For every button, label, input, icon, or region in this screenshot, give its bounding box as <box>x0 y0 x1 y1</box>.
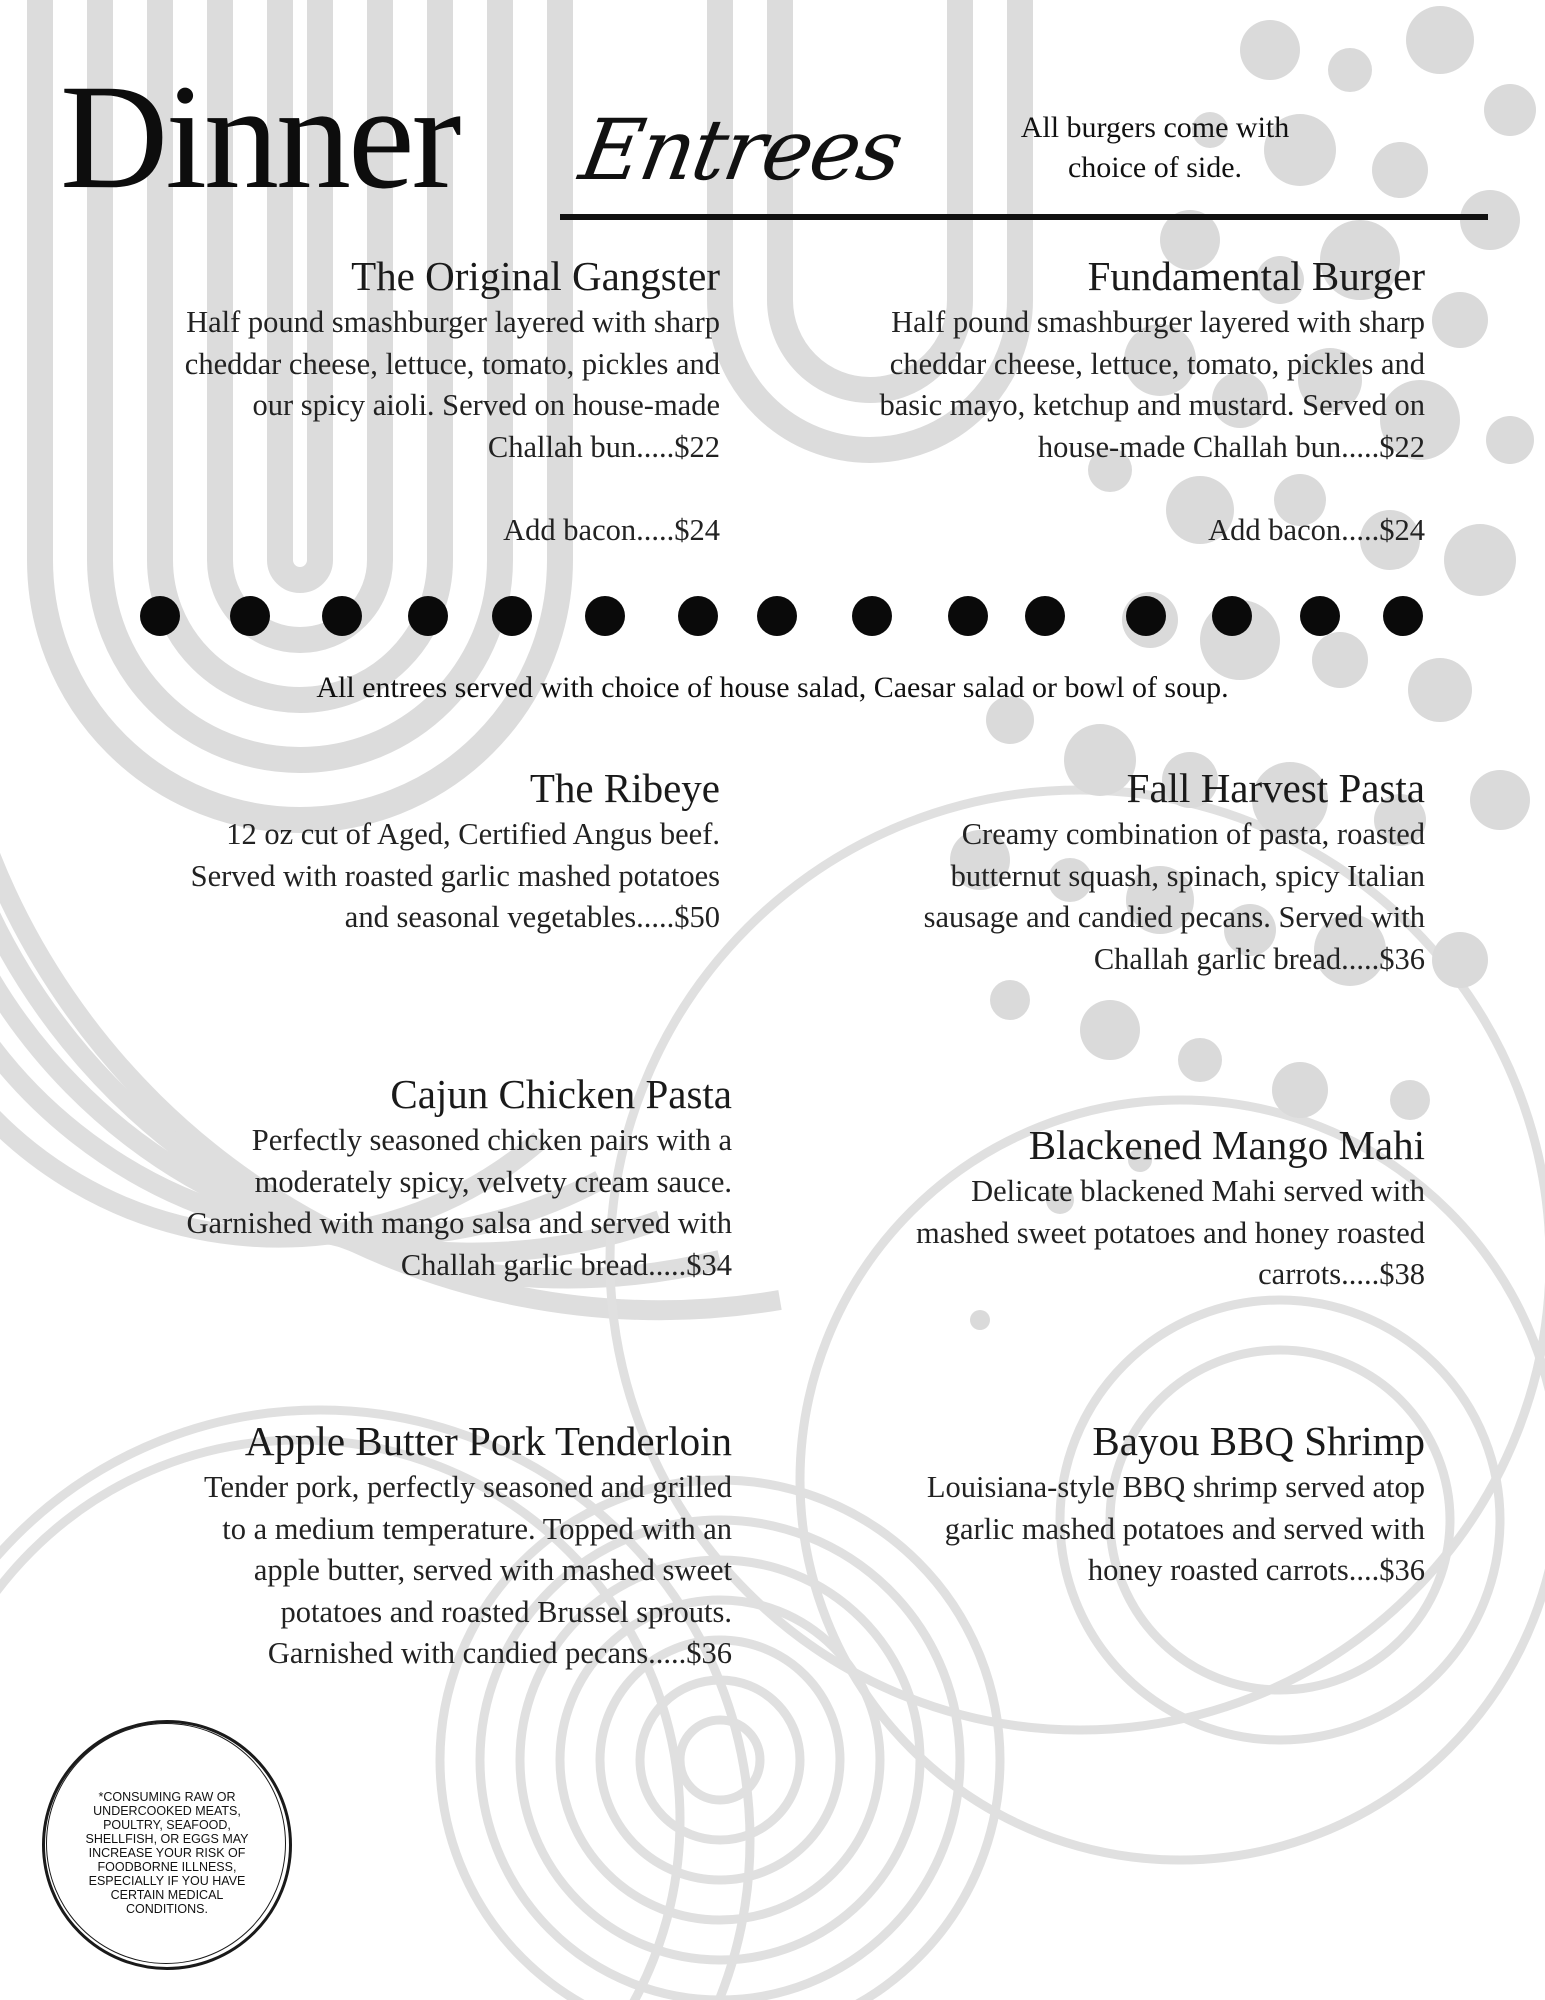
menu-item-ribeye <box>100 762 720 939</box>
menu-item-bayou-bbq-shrimp <box>790 1415 1425 1592</box>
menu-item-original-gangster <box>100 250 720 552</box>
divider-dot <box>678 596 718 636</box>
menu-title: Dinner <box>60 54 459 220</box>
menu-subtitle: Entrees <box>573 101 909 199</box>
item-name: The Ribeye <box>529 765 720 811</box>
item-description: Louisiana-style BBQ shrimp served atop garlic mashed potatoes and served with honey roasted carrots....$36 <box>926 1470 1425 1587</box>
divider-dot <box>1383 596 1423 636</box>
item-description: Perfectly seasoned chicken pairs with a moderately spicy, velvety cream sauce. Garnished with mango salsa and served with Challah garlic bread.....$34 <box>186 1123 732 1282</box>
item-description: Half pound smashburger layered with sharp cheddar cheese, lettuce, tomato, pickles and our spicy aioli. Served on house-made Challah bun.....$22 <box>184 305 720 464</box>
burger-side-note: All burgers come with choice of side. <box>1020 111 1290 184</box>
divider-dot <box>585 596 625 636</box>
divider-dot <box>140 596 180 636</box>
item-description: Creamy combination of pasta, roasted butternut squash, spinach, spicy Italian sausage and candied pecans. Served with Challah garlic bread.....$36 <box>923 817 1425 976</box>
title-divider <box>560 214 1488 220</box>
divider-dot <box>1126 596 1166 636</box>
item-name: The Original Gangster <box>351 253 720 299</box>
menu-item-fall-harvest-pasta <box>790 762 1425 980</box>
divider-dot <box>1212 596 1252 636</box>
item-name: Apple Butter Pork Tenderloin <box>244 1418 732 1464</box>
dot-divider <box>130 588 1430 640</box>
divider-dot <box>322 596 362 636</box>
divider-dot <box>1300 596 1340 636</box>
food-safety-warning <box>42 1720 292 1970</box>
menu-item-fundamental-burger <box>790 250 1425 552</box>
item-name: Cajun Chicken Pasta <box>390 1071 732 1117</box>
divider-dot <box>1025 596 1065 636</box>
item-addon: Add bacon.....$24 <box>1208 513 1425 547</box>
divider-dot <box>408 596 448 636</box>
menu-item-blackened-mango-mahi <box>790 1119 1425 1296</box>
menu-item-apple-butter-pork-tenderloin <box>100 1415 732 1675</box>
item-description: Half pound smashburger layered with sharp cheddar cheese, lettuce, tomato, pickles and basic mayo, ketchup and mustard. Served on house-made Challah bun.....$22 <box>879 305 1425 464</box>
warning-text: *CONSUMING RAW OR UNDERCOOKED MEATS, POULTRY, SEAFOOD, SHELLFISH, OR EGGS MAY INCREASE YOUR RISK OF FOODBORNE ILLNESS, ESPECIALLY IF YOU HAVE CERTAIN MEDICAL CONDITIONS. <box>85 1790 249 1916</box>
menu-item-cajun-chicken-pasta <box>100 1068 732 1286</box>
item-name: Fundamental Burger <box>1087 253 1425 299</box>
divider-dot <box>492 596 532 636</box>
item-description: Delicate blackened Mahi served with mashed sweet potatoes and honey roasted carrots.....$38 <box>915 1174 1425 1291</box>
item-name: Blackened Mango Mahi <box>1028 1122 1425 1168</box>
entree-side-note: All entrees served with choice of house salad, Caesar salad or bowl of soup. <box>316 671 1229 704</box>
item-description: Tender pork, perfectly seasoned and grilled to a medium temperature. Topped with an apple butter, served with mashed sweet potatoes and roasted Brussel sprouts. Garnished with candied pecans.....$36 <box>203 1470 732 1670</box>
item-name: Bayou BBQ Shrimp <box>1092 1418 1425 1464</box>
item-description: 12 oz cut of Aged, Certified Angus beef. Served with roasted garlic mashed potatoes and seasonal vegetables.....$50 <box>190 817 720 934</box>
item-name: Fall Harvest Pasta <box>1126 765 1425 811</box>
item-addon: Add bacon.....$24 <box>503 513 720 547</box>
divider-dot <box>230 596 270 636</box>
divider-dot <box>757 596 797 636</box>
divider-dot <box>852 596 892 636</box>
divider-dot <box>948 596 988 636</box>
